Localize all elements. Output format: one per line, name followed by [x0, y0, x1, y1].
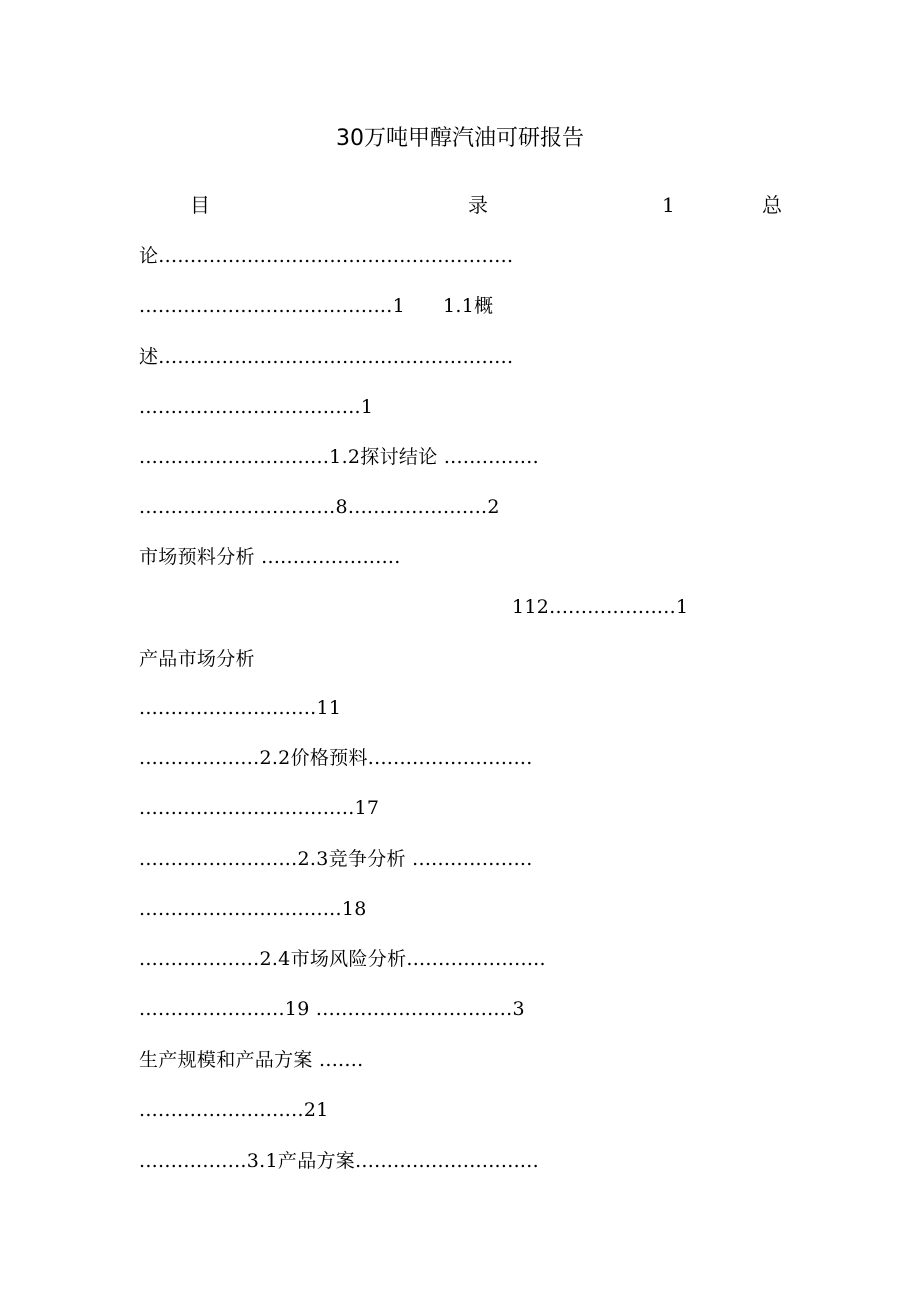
- toc-heading-num: 1: [662, 193, 675, 217]
- toc-line: .........................2.3竞争分析 ...................: [139, 848, 533, 870]
- toc-line: 生产规模和产品方案 .......: [139, 1049, 364, 1071]
- toc-line: ...............................8......................2: [139, 496, 500, 518]
- page-title: 30万吨甲醇汽油可研报告: [336, 126, 584, 151]
- toc-line: 论........................................................: [139, 245, 514, 267]
- toc-line: ..................................17: [139, 797, 380, 819]
- toc-line: 产品市场分析: [139, 648, 255, 670]
- toc-heading-mu: 目: [190, 193, 210, 217]
- toc-line: ...................................1: [139, 396, 374, 418]
- toc-line: ................................18: [139, 898, 367, 920]
- toc-line: 述........................................................: [139, 346, 514, 368]
- toc-line: ........................................1 1.1概: [139, 295, 494, 317]
- toc-heading-zong: 总: [762, 193, 782, 217]
- toc-heading-lu: 录: [468, 193, 488, 217]
- toc-line: .......................19 ...............................3: [139, 998, 525, 1020]
- toc-line: ...................2.4市场风险分析......................: [139, 948, 546, 970]
- toc-line: 市场预料分析 ......................: [139, 546, 401, 568]
- toc-line: 112....................1: [512, 596, 689, 618]
- toc-line: ............................11: [139, 697, 342, 719]
- toc-line: ...................2.2价格预料..........................: [139, 747, 533, 769]
- toc-line: ..............................1.2探讨结论 ...............: [139, 446, 539, 468]
- toc-line: ..........................21: [139, 1099, 329, 1121]
- toc-line: .................3.1产品方案.............................: [139, 1150, 539, 1172]
